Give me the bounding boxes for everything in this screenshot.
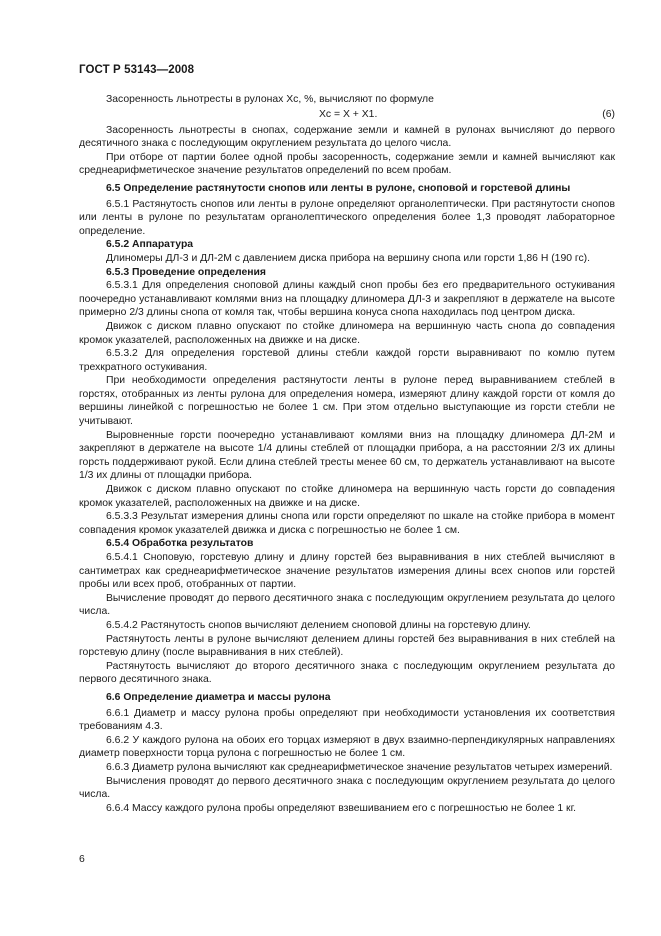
paragraph: Растянутость вычисляют до второго десятичного знака с последующим округлением результата до первого десятичного знака. bbox=[79, 660, 615, 686]
document-header: ГОСТ Р 53143—2008 bbox=[79, 64, 195, 76]
paragraph: Засоренность льнотресты в снопах, содержание земли и камней в рулонах вычисляют до первого десятичного знака с последующим округлением результата до целого числа. bbox=[79, 124, 615, 150]
paragraph: 6.5.4.2 Растянутость снопов вычисляют делением сноповой длины на горстевую длину. bbox=[106, 619, 531, 631]
subsection-heading: 6.5.2 Аппаратура bbox=[106, 239, 194, 251]
paragraph: 6.6.3 Диаметр рулона вычисляют как среднеарифметическое значение результатов четырех измерений. bbox=[106, 761, 613, 773]
paragraph: При необходимости определения растянутости ленты в рулоне перед выравниванием стеблей в горстях, отобранных из ленты рулона для определения номера, измеряют длину каждой горсти от комля до вершины линейкой с погрешностью не более 1 см. При этом отдельно выступающие из горсти стебли не учитывают. bbox=[79, 375, 615, 428]
paragraph: 6.5.3.3 Результат измерения длины снопа или горсти определяют по шкале на стойке прибора в момент совпадения кромок указателей движка и диска с погрешностью не более 1 см. bbox=[79, 511, 615, 536]
formula-number: (6) bbox=[602, 108, 615, 120]
paragraph: 6.6.2 У каждого рулона на обоих его торцах измеряют в двух взаимно-перпендикулярных направлениях диаметр поверхности торца рулона с погрешностью не более 1 см. bbox=[79, 734, 615, 760]
paragraph: 6.6.4 Массу каждого рулона пробы определяют взвешиванием его с погрешностью не более 1 кг. bbox=[106, 802, 577, 814]
formula bbox=[79, 108, 615, 122]
paragraph: Выровненные горсти поочередно устанавливают комлями вниз на площадку длиномера ДЛ-2М и закрепляют в держателе на высоте 1/4 длины стеблей от площадки прибора, а на расстоянии 2/3 их длины горсть поддерживают рукой. Если длина стеблей тресты менее 60 см, то держатель устанавливают на высоте 1/3 их длины от площадки прибора. bbox=[79, 429, 615, 482]
paragraph: Движок с диском плавно опускают по стойке длиномера на вершинную часть горсти до совпадения кромок указателей, расположенных на движке и на диске. bbox=[79, 484, 615, 509]
paragraph: Движок с диском плавно опускают по стойке длиномера на вершинную часть снопа до совпадения кромок указателей, расположенных на движке и на диске. bbox=[79, 320, 615, 346]
paragraph: 6.5.3.2 Для определения горстевой длины стебли каждой горсти выравнивают по комлю путем трехкратного остукивания. bbox=[79, 348, 615, 373]
paragraph: Засоренность льнотресты в рулонах Xc, %, вычисляют по формуле bbox=[106, 94, 434, 105]
paragraph: 6.5.3.1 Для определения сноповой длины каждый сноп пробы без его предварительного остукивания поочередно устанавливают комлями вниз на площадку длиномера ДЛ-3 и закрепляют в держателе на высоте примерно 2/3 длины снопа от комля так, чтобы вершина конуса снопа находилась под центром диска. bbox=[79, 280, 615, 319]
paragraph: 6.5.1 Растянутость снопов или ленты в рулоне определяют органолептически. При растянутости снопов или ленты в рулоне по результатам органолептического определения более 1,3 проводят лабораторное определение. bbox=[79, 198, 615, 237]
paragraph: Растянутость ленты в рулоне вычисляют делением длины горстей без выравнивания в них стеблей на горстевую длину (после выравнивания в них стеблей). bbox=[79, 633, 615, 659]
section-heading: 6.6 Определение диаметра и массы рулона bbox=[106, 691, 331, 703]
paragraph: 6.5.4.1 Сноповую, горстевую длину и длину горстей без выравнивания в них стеблей вычисляют в сантиметрах как среднеарифметическое значение результатов измерения длины всех снопов или горстей пробы или всех проб, отобранных от партии. bbox=[79, 552, 615, 591]
formula-expression: Xc = X + X1. bbox=[319, 108, 378, 120]
subsection-heading: 6.5.3 Проведение определения bbox=[106, 266, 266, 278]
paragraph: Длиномеры ДЛ-3 и ДЛ-2М с давлением диска прибора на вершину снопа или горсти 1,86 Н (190 гс). bbox=[106, 252, 591, 264]
page-number: 6 bbox=[79, 854, 85, 865]
paragraph: При отборе от партии более одной пробы засоренность, содержание земли и камней вычисляют как среднеарифметическое значение результатов определений по всем пробам. bbox=[79, 151, 615, 177]
subsection-heading: 6.5.4 Обработка результатов bbox=[106, 538, 254, 550]
paragraph: Вычисление проводят до первого десятичного знака с последующим округлением результата до целого числа. bbox=[79, 592, 615, 618]
paragraph: 6.6.1 Диаметр и массу рулона пробы определяют при необходимости установления их соответствия требованиям 4.3. bbox=[79, 707, 615, 733]
document-body bbox=[79, 93, 615, 815]
paragraph: Вычисления проводят до первого десятичного знака с последующим округлением результата до целого числа. bbox=[79, 775, 615, 801]
section-heading: 6.5 Определение растянутости снопов или ленты в рулоне, сноповой и горстевой длины bbox=[106, 182, 571, 194]
